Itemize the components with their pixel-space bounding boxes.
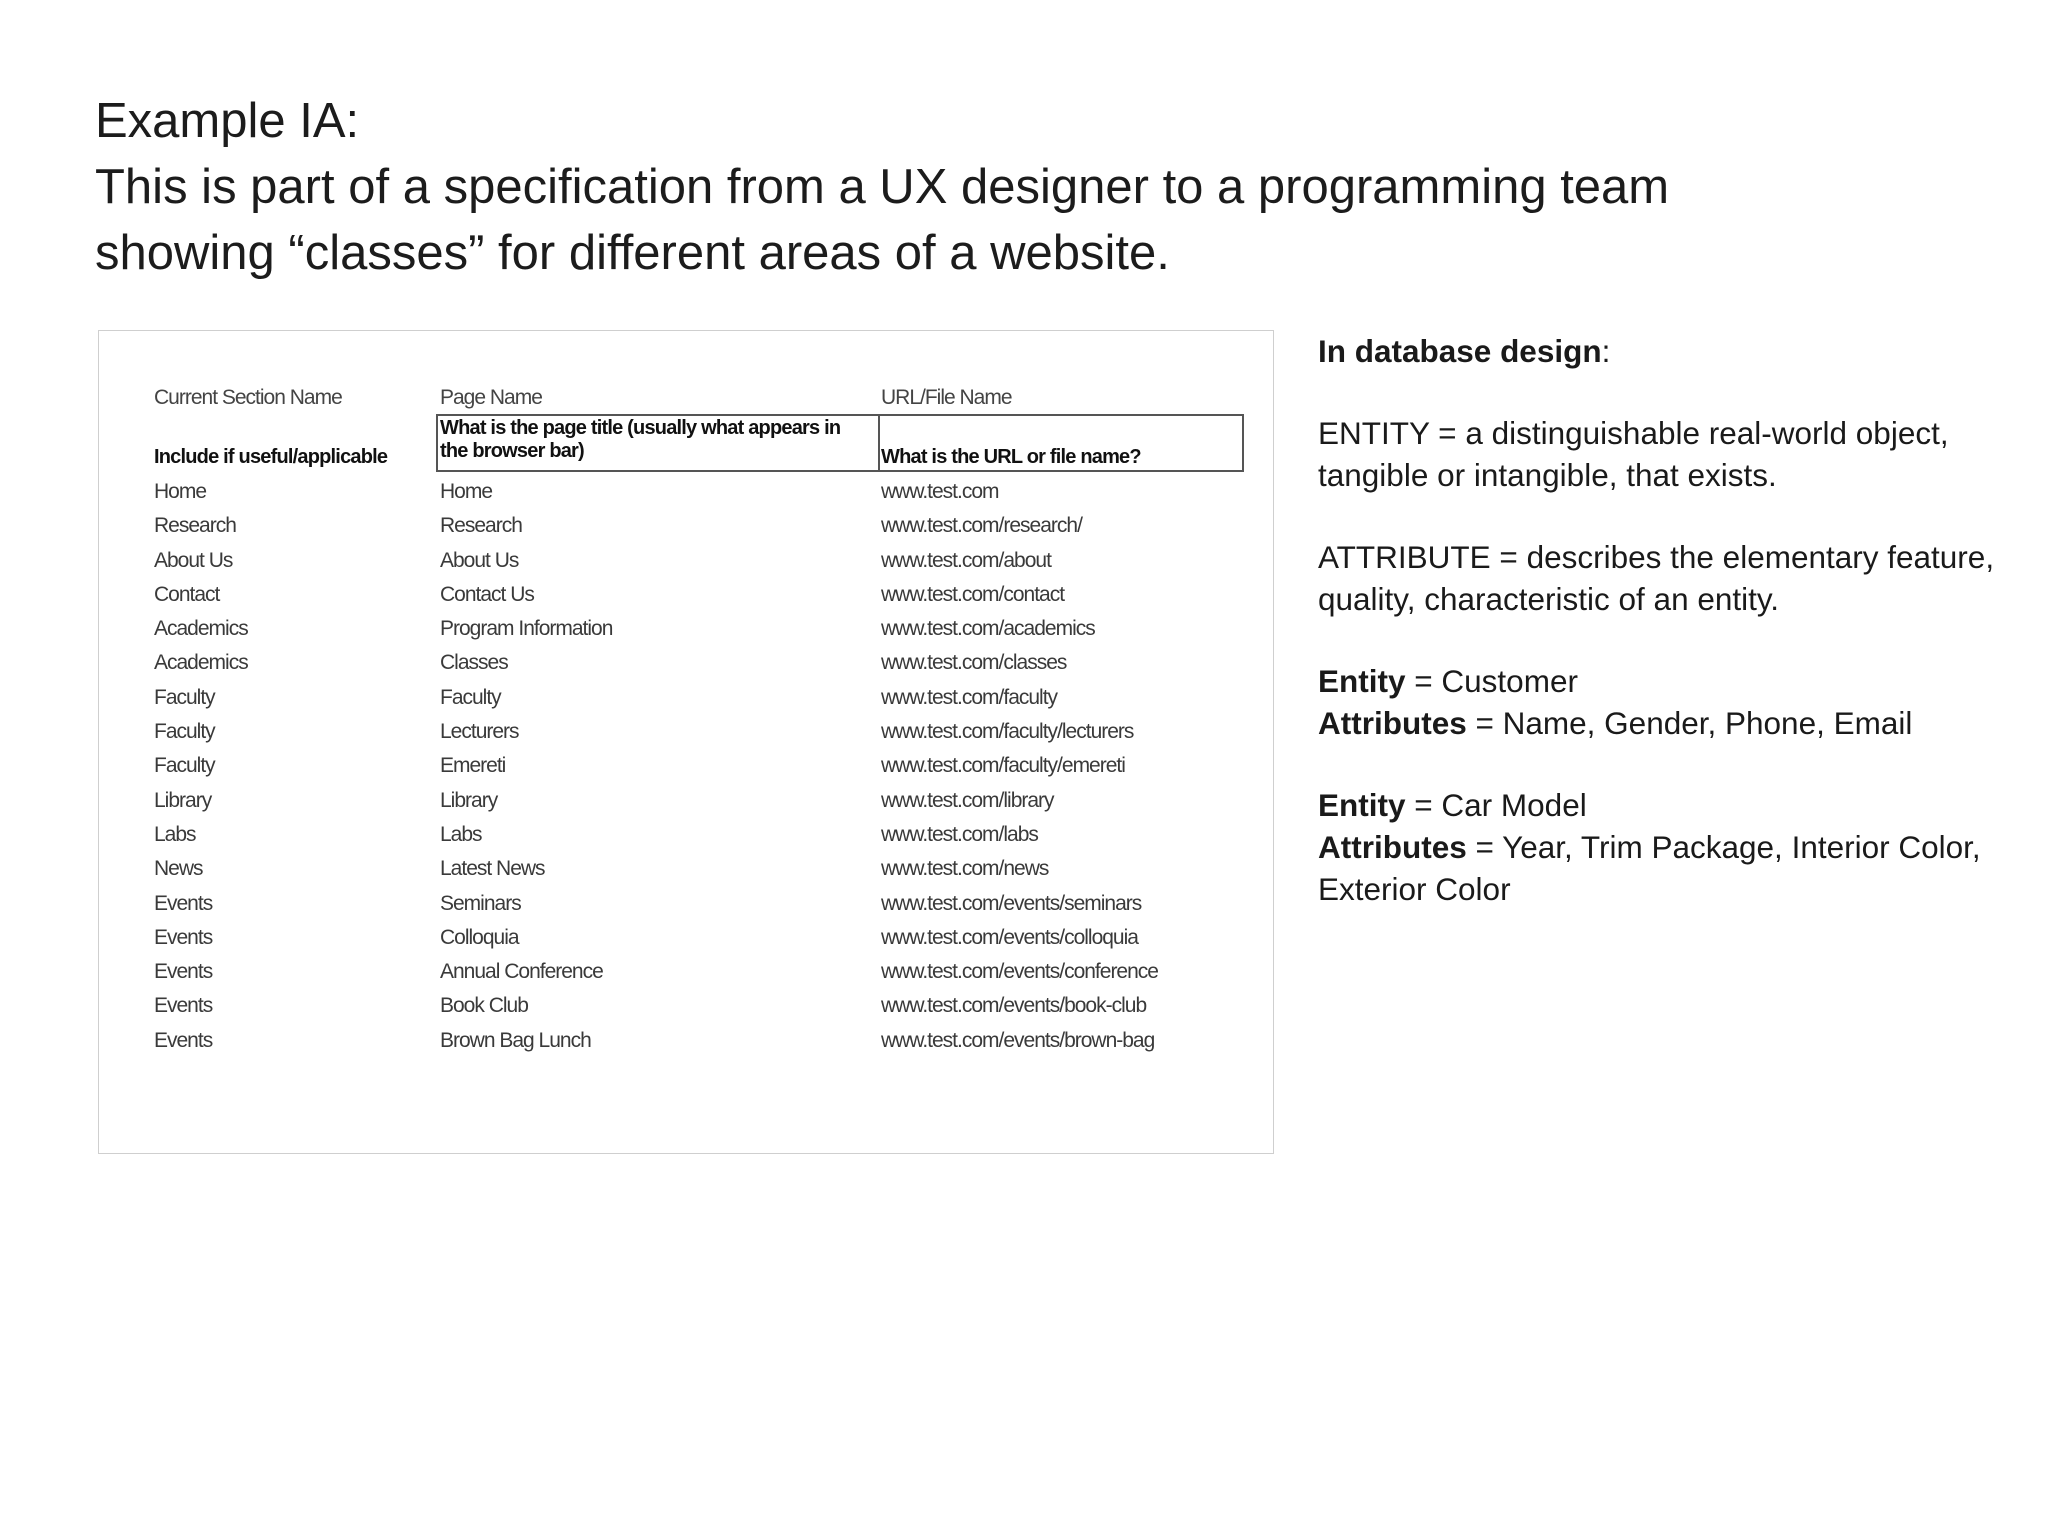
page-name-cell: Research <box>440 514 522 538</box>
page-name-cell: Library <box>440 788 498 812</box>
url-cell: www.test.com/contact <box>881 582 1065 606</box>
url-cell: www.test.com/news <box>881 857 1049 881</box>
page-name-cell: Annual Conference <box>440 960 603 984</box>
slide-title <box>95 88 1875 286</box>
page-name-cell: Colloquia <box>440 925 519 949</box>
example2-entity-label: Entity <box>1318 787 1406 823</box>
example2-attributes <box>1318 826 2008 910</box>
url-cell: www.test.com/library <box>881 788 1054 812</box>
section-cell: Faculty <box>154 685 215 709</box>
example2-entity <box>1318 784 2008 826</box>
section-cell: Contact <box>154 582 220 606</box>
section-cell: About Us <box>154 548 233 572</box>
page-name-cell: Lecturers <box>440 720 519 744</box>
page-name-cell: Book Club <box>440 994 528 1018</box>
section-cell: Events <box>154 891 213 915</box>
page-name-cell: Seminars <box>440 891 521 915</box>
header-url-file-name: URL/File Name <box>881 386 1012 409</box>
description-section: Include if useful/applicable <box>154 446 388 468</box>
example1-entity-label: Entity <box>1318 663 1406 699</box>
example1-entity <box>1318 660 2008 702</box>
title-line-1: Example IA: <box>95 94 360 148</box>
description-url: What is the URL or file name? <box>881 446 1141 468</box>
url-cell: www.test.com <box>881 480 999 503</box>
section-cell: News <box>154 857 203 881</box>
page-name-cell: Emereti <box>440 754 506 778</box>
example1-attributes-value: = Name, Gender, Phone, Email <box>1466 705 1913 741</box>
page-name-cell: Home <box>440 480 493 503</box>
url-cell: www.test.com/academics <box>881 617 1095 641</box>
section-cell: Events <box>154 960 213 984</box>
section-cell: Home <box>154 480 207 503</box>
notes-heading-colon: : <box>1601 333 1611 369</box>
url-cell: www.test.com/events/book-club <box>881 994 1147 1018</box>
entity-definition: ENTITY = a distinguishable real-world object, tangible or intangible, that exists. <box>1318 415 1949 493</box>
section-cell: Faculty <box>154 754 215 778</box>
page-name-cell: About Us <box>440 548 519 572</box>
url-cell: www.test.com/events/colloquia <box>881 925 1138 949</box>
url-cell: www.test.com/faculty <box>881 685 1058 709</box>
notes-heading: In database design <box>1318 333 1602 369</box>
page-name-cell: Contact Us <box>440 582 534 606</box>
page-name-cell: Latest News <box>440 857 545 881</box>
section-cell: Academics <box>154 617 248 641</box>
url-cell: www.test.com/events/conference <box>881 960 1158 984</box>
example2-attributes-value: = Year, Trim Package, Interior Color, Exterior Color <box>1318 829 1981 907</box>
page-name-cell: Classes <box>440 651 508 675</box>
example2-entity-value: = Car Model <box>1405 787 1587 823</box>
example1-attributes <box>1318 702 2008 744</box>
example1-entity-value: = Customer <box>1405 663 1578 699</box>
title-line-2: This is part of a specification from a UX designer to a programming team <box>95 160 1670 214</box>
page-name-cell: Brown Bag Lunch <box>440 1028 591 1052</box>
database-design-notes <box>1318 330 2008 910</box>
header-section-name: Current Section Name <box>154 386 342 409</box>
attribute-definition: ATTRIBUTE = describes the elementary feature, quality, characteristic of an entity. <box>1318 539 1995 617</box>
specification-image <box>98 330 1274 1154</box>
url-cell: www.test.com/events/seminars <box>881 891 1142 915</box>
section-cell: Events <box>154 1028 213 1052</box>
header-page-name: Page Name <box>440 386 542 409</box>
page-name-cell: Labs <box>440 822 482 846</box>
page-name-cell: Program Information <box>440 617 613 641</box>
section-cell: Research <box>154 514 236 538</box>
url-cell: www.test.com/about <box>881 548 1051 572</box>
url-cell: www.test.com/classes <box>881 651 1067 675</box>
example2-attributes-label: Attributes <box>1318 829 1467 865</box>
notes-heading-line <box>1318 330 2008 372</box>
title-line-3: showing “classes” for different areas of a website. <box>95 226 1170 280</box>
section-cell: Library <box>154 788 212 812</box>
url-cell: www.test.com/research/ <box>881 514 1082 538</box>
section-cell: Faculty <box>154 720 215 744</box>
section-cell: Events <box>154 925 213 949</box>
url-cell: www.test.com/faculty/emereti <box>881 754 1125 778</box>
section-cell: Labs <box>154 822 196 846</box>
description-page: What is the page title (usually what appears in the browser bar) <box>440 417 841 462</box>
url-cell: www.test.com/events/brown-bag <box>881 1028 1155 1052</box>
description-divider <box>878 416 880 470</box>
url-cell: www.test.com/labs <box>881 822 1038 846</box>
section-cell: Events <box>154 994 213 1018</box>
url-cell: www.test.com/faculty/lecturers <box>881 720 1134 744</box>
section-cell: Academics <box>154 651 248 675</box>
example1-attributes-label: Attributes <box>1318 705 1467 741</box>
page-name-cell: Faculty <box>440 685 501 709</box>
